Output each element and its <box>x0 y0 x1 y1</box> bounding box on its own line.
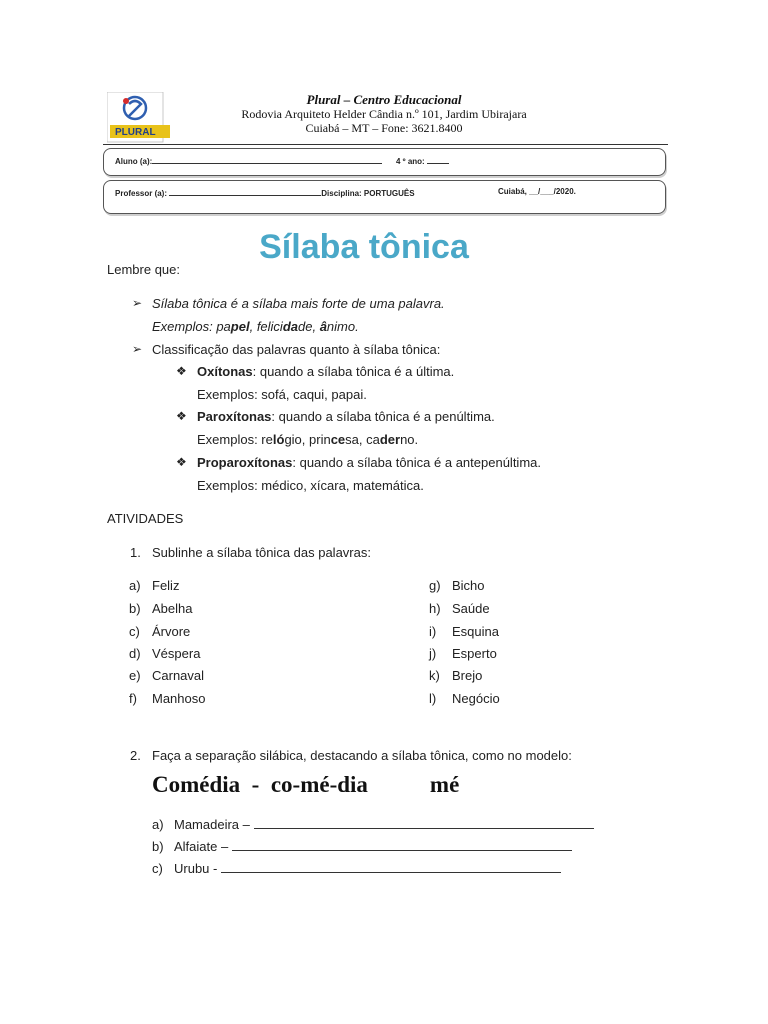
oxitonas-examples: Exemplos: sofá, caqui, papai. <box>197 387 367 402</box>
intro-text: Lembre que: <box>107 262 180 277</box>
paroxitonas-definition: Paroxítonas: quando a sílaba tônica é a penúltima. <box>197 409 495 424</box>
bullet1-examples: Exemplos: papel, felicidade, ânimo. <box>152 319 359 334</box>
proparoxitonas-definition: Proparoxítonas: quando a sílaba tônica é a antepenúltima. <box>197 455 541 470</box>
ano-label: 4 º ano: <box>396 157 425 166</box>
word-item[interactable]: l) Negócio <box>429 691 500 706</box>
word-item[interactable]: k) Brejo <box>429 668 483 683</box>
word-item[interactable]: g) Bicho <box>429 578 485 593</box>
diamond-bullet-icon: ❖ <box>176 364 187 378</box>
bullet2-text: Classificação das palavras quanto à sílaba tônica: <box>152 342 441 357</box>
word-item[interactable]: e) Carnaval <box>129 668 205 683</box>
proparoxitonas-examples: Exemplos: médico, xícara, matemática. <box>197 478 424 493</box>
word-item[interactable]: b) Abelha <box>129 601 193 616</box>
logo-text: PLURAL <box>115 127 156 138</box>
word-item[interactable]: i) Esquina <box>429 624 499 639</box>
header-divider <box>103 144 668 145</box>
q2-number: 2. <box>130 748 141 763</box>
word-item[interactable]: c) Árvore <box>129 624 191 639</box>
answer-line[interactable] <box>254 818 594 829</box>
page-title: Sílaba tônica <box>259 228 469 266</box>
school-name: Plural – Centro Educacional <box>306 92 462 107</box>
q2-item: c) Urubu - <box>152 861 561 876</box>
word-item[interactable]: j) Esperto <box>429 646 497 661</box>
word-item[interactable]: a) Feliz <box>129 578 180 593</box>
activities-heading: ATIVIDADES <box>107 511 184 526</box>
paroxitonas-examples: Exemplos: relógio, princesa, caderno. <box>197 432 419 447</box>
word-item[interactable]: h) Saúde <box>429 601 490 616</box>
oxitonas-definition: Oxítonas: quando a sílaba tônica é a última. <box>197 364 455 379</box>
cuiaba-label: Cuiabá, <box>498 187 527 196</box>
q2-text: Faça a separação silábica, destacando a sílaba tônica, como no modelo: <box>152 748 572 763</box>
ano-field[interactable] <box>427 155 449 164</box>
date-month-field[interactable]: ___/ <box>540 187 556 196</box>
q1-text: Sublinhe a sílaba tônica das palavras: <box>152 545 371 560</box>
date-day-field[interactable]: __/ <box>529 187 541 196</box>
date-year: 2020. <box>555 187 576 196</box>
student-info-box <box>103 148 666 176</box>
disciplina-label: Disciplina: PORTUGUÊS <box>321 189 415 198</box>
answer-line[interactable] <box>221 862 561 873</box>
school-address: Rodovia Arquiteto Helder Cândia n.º 101, Jardim Ubirajara <box>241 107 527 121</box>
aluno-field[interactable] <box>152 155 382 164</box>
q1-number: 1. <box>130 545 141 560</box>
professor-label: Professor (a): <box>115 189 168 198</box>
word-item[interactable]: d) Véspera <box>129 646 201 661</box>
teacher-info-box <box>103 180 666 214</box>
school-city-phone: Cuiabá – MT – Fone: 3621.8400 <box>305 121 463 135</box>
word-item[interactable]: f) Manhoso <box>129 691 206 706</box>
diamond-bullet-icon: ❖ <box>176 409 187 423</box>
professor-field[interactable] <box>169 187 321 196</box>
arrow-bullet-icon: ➢ <box>132 296 143 310</box>
answer-line[interactable] <box>232 840 572 851</box>
diamond-bullet-icon: ❖ <box>176 455 187 469</box>
aluno-label: Aluno (a): <box>115 157 153 166</box>
model-example: Comédia - co-mé-dia mé <box>152 772 460 797</box>
arrow-bullet-icon: ➢ <box>132 342 143 356</box>
q2-item: a) Mamadeira – <box>152 817 594 832</box>
q2-item: b) Alfaiate – <box>152 839 572 854</box>
bullet1-text: Sílaba tônica é a sílaba mais forte de uma palavra. <box>152 296 445 311</box>
